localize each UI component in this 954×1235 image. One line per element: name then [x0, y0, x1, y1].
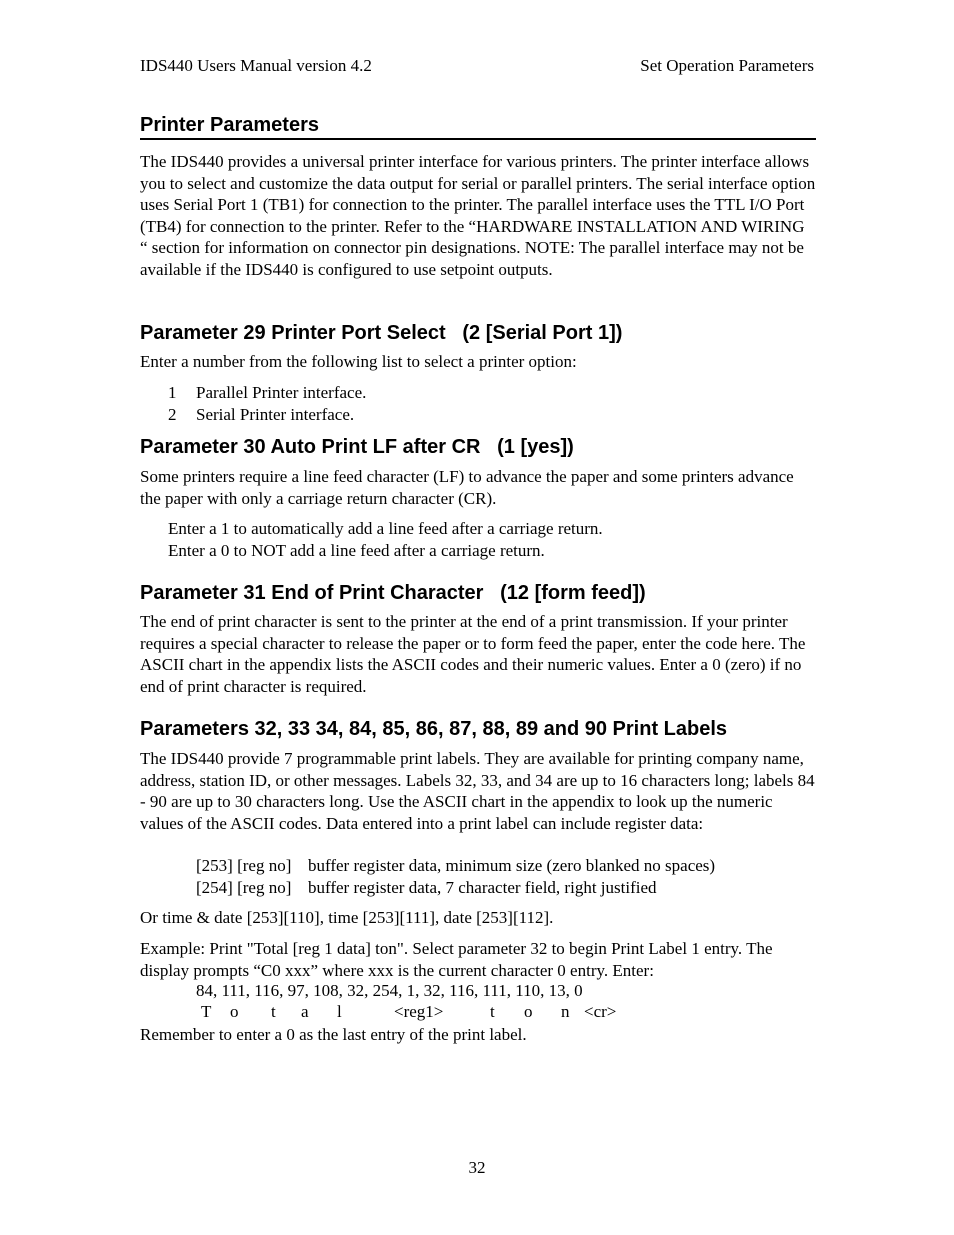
example-char: t [271, 1002, 276, 1021]
parameter-31-body: The end of print character is sent to the printer at the end of a print transmission. If your printer requires a special character to release the paper or to form feed the paper, enter the code here. The ASCII chart in the appendix lists the ASCII codes and their numeric values. Enter a 0 (zero) if no end of print character is required. [140, 612, 806, 696]
list-item-number: 2 [168, 405, 177, 424]
parameter-30-heading: Parameter 30 Auto Print LF after CR (1 [yes]) [140, 436, 574, 458]
example-char: <reg1> [394, 1002, 444, 1021]
list-item-text: Serial Printer interface. [196, 405, 355, 424]
register-description: buffer register data, 7 character field, right justified [308, 878, 657, 897]
time-date-codes: Or time & date [253][110], time [253][111], date [253][112]. [140, 908, 554, 927]
parameter-30-option-0: Enter a 0 to NOT add a line feed after a carriage return. [168, 541, 545, 560]
example-codes: 84, 111, 116, 97, 108, 32, 254, 1, 32, 116, 111, 110, 13, 0 [196, 981, 583, 1000]
list-item-number: 1 [168, 383, 177, 402]
list-item-text: Parallel Printer interface. [196, 383, 367, 402]
remember-note: Remember to enter a 0 as the last entry of the print label. [140, 1025, 527, 1044]
running-header-section: Set Operation Parameters [640, 56, 814, 75]
example-char: o [524, 1002, 533, 1021]
running-header-title: IDS440 Users Manual version 4.2 [140, 56, 372, 75]
example-char: n [561, 1002, 570, 1021]
example-char: t [490, 1002, 495, 1021]
example-char: <cr> [584, 1002, 617, 1021]
example-text: Example: Print "Total [reg 1 data] ton". Select parameter 32 to begin Print Label 1 entry. The display prompts “C0 xxx” where xxx is the current character 0 entry. Enter: [140, 939, 773, 980]
example-char: o [230, 1002, 239, 1021]
example-char: T [201, 1002, 212, 1021]
print-labels-body: The IDS440 provide 7 programmable print labels. They are available for printing company name, address, station ID, or other messages. Labels 32, 33, and 34 are up to 16 characters long; labels 84 - 90 are up to 30 characters long. Use the ASCII chart in the appendix to look up the numeric values of the ASCII codes. Data entered into a print label can include register data: [140, 749, 815, 833]
parameter-29-intro: Enter a number from the following list to select a printer option: [140, 352, 577, 371]
print-labels-heading: Parameters 32, 33 34, 84, 85, 86, 87, 88, 89 and 90 Print Labels [140, 718, 728, 740]
parameter-30-body: Some printers require a line feed character (LF) to advance the paper and some printers advance the paper with only a carriage return character (CR). [140, 467, 794, 508]
register-code: [254] [reg no] [196, 878, 292, 897]
parameter-30-option-1: Enter a 1 to automatically add a line feed after a carriage return. [168, 519, 603, 538]
register-description: buffer register data, minimum size (zero blanked no spaces) [308, 856, 716, 875]
example-char: a [301, 1002, 309, 1021]
parameter-31-heading: Parameter 31 End of Print Character (12 [form feed]) [140, 582, 646, 604]
register-code: [253] [reg no] [196, 856, 292, 875]
example-char: l [337, 1002, 342, 1021]
printer-parameters-body: The IDS440 provides a universal printer interface for various printers. The printer interface allows you to select and customize the data output for serial or parallel printers. The serial interface option uses Serial Port 1 (TB1) for connection to the printer. The parallel interface uses the TTL I/O Port (TB4) for connection to the printer. Refer to the “HARDWARE INSTALLATION AND WIRING “ section for information on connector pin designations. NOTE: The parallel interface may not be available if the IDS440 is configured to use setpoint outputs. [140, 152, 816, 279]
parameter-29-heading: Parameter 29 Printer Port Select (2 [Serial Port 1]) [140, 322, 623, 344]
printer-parameters-heading: Printer Parameters [140, 113, 816, 140]
page-number: 32 [468, 1158, 486, 1177]
